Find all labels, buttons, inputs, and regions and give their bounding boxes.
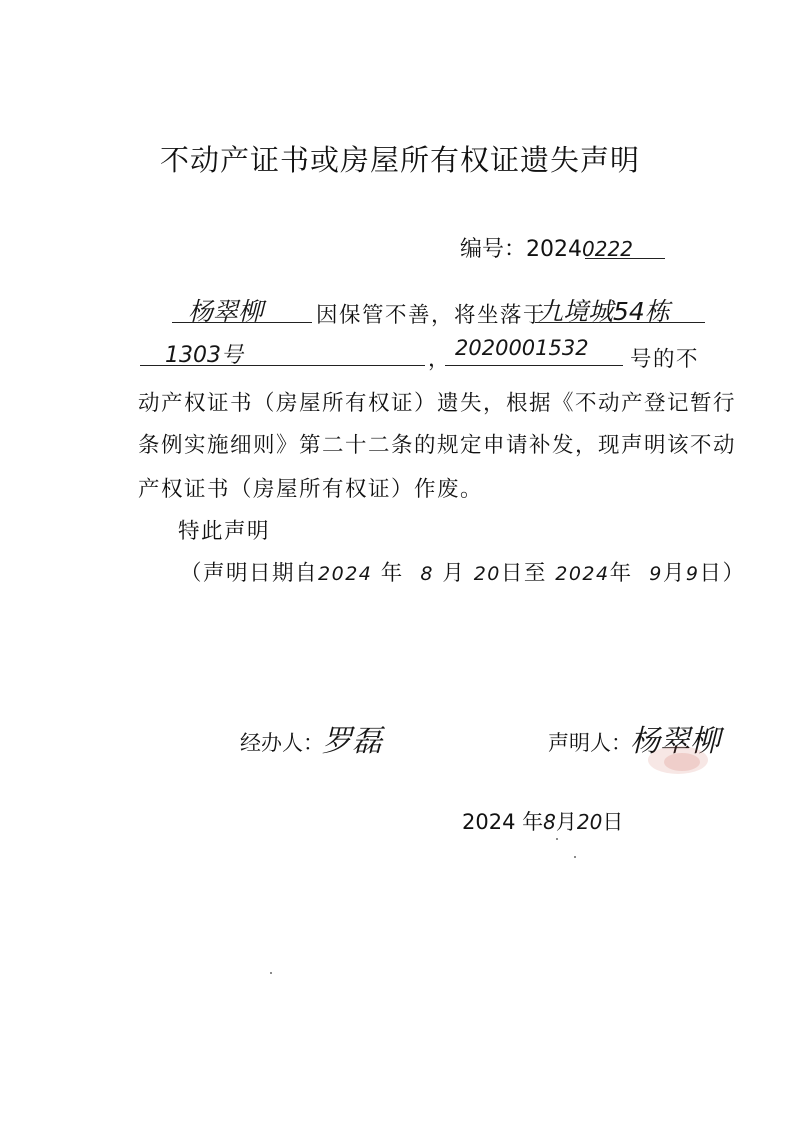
declarant-signature: 杨翠柳 bbox=[630, 724, 720, 759]
declaration-text-2: 号的不 bbox=[630, 347, 700, 372]
document-title: 不动产证书或房屋所有权证遗失声明 bbox=[159, 143, 640, 177]
period-day-label-to: 日至 bbox=[500, 561, 547, 586]
paper-speck bbox=[574, 856, 576, 858]
period-start-month: 8 bbox=[420, 563, 434, 585]
date-day: 20 bbox=[576, 810, 603, 834]
location-handwritten-2: 1303号 bbox=[165, 343, 243, 368]
period-month-label-1: 月 bbox=[442, 561, 466, 586]
owner-name-underline bbox=[172, 322, 312, 323]
period-open: （声明日期自 bbox=[180, 561, 319, 586]
period-end-year: 2024 bbox=[555, 563, 610, 585]
closing-text: 特此声明 bbox=[178, 519, 271, 544]
date-year-label: 年 bbox=[522, 810, 544, 834]
paper-speck bbox=[556, 838, 558, 840]
signing-date bbox=[462, 806, 623, 836]
period-month-label-2: 月 bbox=[662, 561, 686, 586]
period-end-day: 9 bbox=[685, 563, 700, 585]
period-year-label-2: 年 bbox=[609, 561, 633, 586]
certificate-number-handwritten: 2020001532 bbox=[455, 336, 589, 360]
comma: ， bbox=[428, 347, 452, 372]
handler-signature: 罗磊 bbox=[322, 724, 382, 759]
date-day-label: 日 bbox=[602, 810, 624, 834]
location-underline-1 bbox=[535, 322, 705, 323]
period-start-day: 20 bbox=[473, 563, 501, 585]
declaration-line-3: 动产权证书（房屋所有权证）遗失，根据《不动产登记暂行 bbox=[138, 391, 737, 416]
certificate-number-underline bbox=[445, 365, 623, 366]
date-year: 2024 bbox=[462, 810, 516, 834]
number-handwritten: 0222 bbox=[582, 237, 633, 261]
declaration-line-5: 产权证书（房屋所有权证）作废。 bbox=[138, 477, 484, 502]
owner-name-handwritten: 杨翠柳 bbox=[188, 297, 264, 326]
declaration-line-4: 条例实施细则》第二十二条的规定申请补发，现声明该不动 bbox=[138, 433, 737, 458]
fingerprint-stamp bbox=[640, 740, 720, 780]
location-underline-2 bbox=[140, 365, 425, 366]
number-printed: 2024 bbox=[526, 237, 583, 262]
period-start-year: 2024 bbox=[318, 563, 373, 585]
location-handwritten-1: 九境城54栋 bbox=[538, 297, 670, 326]
fingerprint-mark-inner bbox=[664, 753, 700, 771]
number-label: 编号： bbox=[460, 237, 527, 262]
period-year-label-1: 年 bbox=[380, 561, 404, 586]
paper-speck bbox=[270, 972, 272, 974]
declaration-text-1: 因保管不善，将坐落于 bbox=[316, 303, 547, 328]
handler-label: 经办人： bbox=[240, 731, 324, 755]
period-close: 日） bbox=[699, 561, 746, 586]
number-underline bbox=[585, 258, 665, 259]
date-month-label: 月 bbox=[555, 810, 577, 834]
declaration-period bbox=[180, 556, 746, 587]
period-end-month: 9 bbox=[649, 563, 663, 585]
declarant-label: 声明人： bbox=[548, 731, 632, 755]
date-month: 8 bbox=[543, 810, 556, 834]
